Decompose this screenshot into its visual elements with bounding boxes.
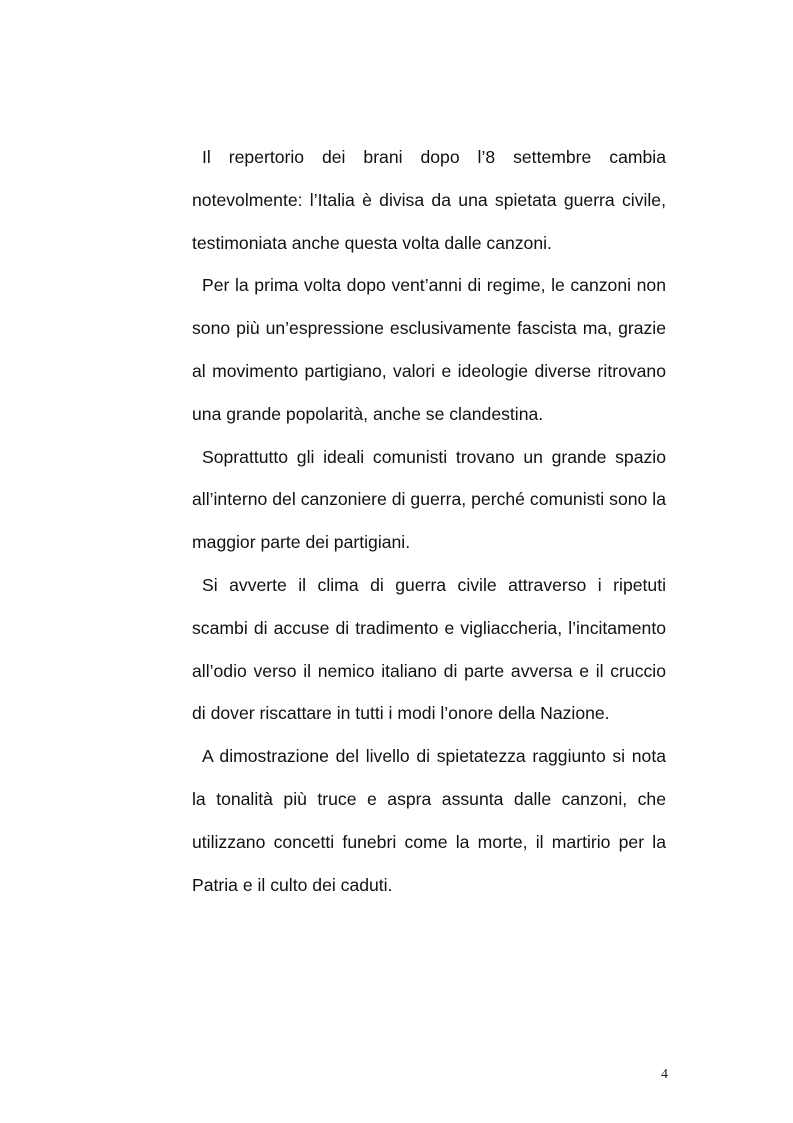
paragraph-5: A dimostrazione del livello di spietatezza raggiunto si nota la tonalità più truce e aspra assunta dalle canzoni, che utilizzano concetti funebri come la morte, il martirio per la Patria e il culto dei caduti. bbox=[192, 746, 666, 895]
paragraph-1: Il repertorio dei brani dopo l’8 settembre cambia notevolmente: l’Italia è divisa da una spietata guerra civile, testimoniata anche questa volta dalle canzoni. bbox=[192, 147, 666, 253]
paragraph-4: Si avverte il clima di guerra civile attraverso i ripetuti scambi di accuse di tradimento e vigliaccheria, l’incitamento all’odio verso il nemico italiano di parte avversa e il cruccio di dover riscattare in tutti i modi l’onore della Nazione. bbox=[192, 574, 666, 724]
paragraph-2: Per la prima volta dopo vent’anni di regime, le canzoni non sono più un’espressione esclusivamente fascista ma, grazie al movimento partigiano, valori e ideologie diverse ritrovano una grande popolarità, anche se clandestina. bbox=[192, 275, 666, 424]
paragraph-3: Soprattutto gli ideali comunisti trovano un grande spazio all’interno del canzoniere di guerra, perché comunisti sono la maggior parte dei partigiani. bbox=[192, 446, 666, 553]
body-text bbox=[192, 136, 666, 906]
page-number: 4 bbox=[661, 1067, 668, 1082]
